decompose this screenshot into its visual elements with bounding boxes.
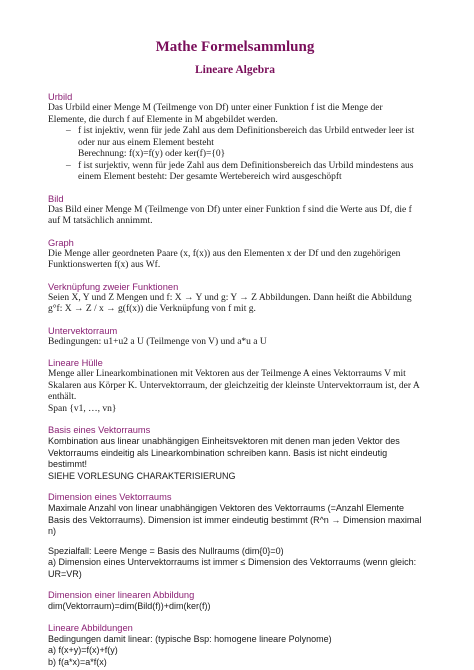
text-dimension-special: Spezialfall: Leere Menge = Basis des Nullraums (dim{0}=0) <box>48 545 284 556</box>
text-basis-note: SIEHE VORLESUNG CHARAKTERISIERUNG <box>48 470 236 481</box>
bullet-injektiv <box>66 126 422 161</box>
text-untervektorraum: Bedingungen: u1+u2 a U (Teilmenge von V) und a*u a U <box>48 336 267 347</box>
text-dimension-a: a) Dimension eines Untervektorraums ist immer ≤ Dimension des Vektorraums (wenn gleich: UR=VR) <box>48 557 417 579</box>
heading-dimension: Dimension eines Vektorraums <box>48 492 172 502</box>
page-subtitle: Lineare Algebra <box>195 64 275 76</box>
heading-lineare-huelle: Lineare Hülle <box>48 358 103 368</box>
heading-graph: Graph <box>48 237 74 248</box>
heading-urbild: Urbild <box>48 92 73 102</box>
text-lineare-abbildungen: Bedingungen damit linear: (typische Bsp: homogene lineare Polynome) <box>48 633 332 644</box>
section-graph <box>48 237 422 272</box>
section-basis <box>48 424 422 482</box>
section-dimension <box>48 491 422 580</box>
section-urbild <box>48 91 422 184</box>
heading-basis: Basis eines Vektorraums <box>48 425 151 435</box>
text-graph: Die Menge aller geordneten Paare (x, f(x)) aus den Elementen x der Df und den zugehörigen Funktionswerten f(x) aus Wf. <box>48 248 401 270</box>
bullet-injektiv-text: f ist injektiv, wenn für jede Zahl aus dem Definitionsbereich das Urbild entweder leer ist oder nur aus einem Element besteht <box>78 126 415 148</box>
section-untervektorraum <box>48 325 422 349</box>
page-title: Mathe Formelsammlung <box>155 39 315 55</box>
section-lineare-huelle <box>48 357 422 415</box>
heading-lineare-abbildungen: Lineare Abbildungen <box>48 622 133 633</box>
bullet-surjektiv-text: f ist surjektiv, wenn für jede Zahl aus dem Definitionsbereich das Urbild mindestens aus einem Element besteht: Der gesamte Wertebereich wird ausgeschöpft <box>78 160 414 182</box>
text-linear-b: b) f(a*x)=a*f(x) <box>48 656 107 667</box>
heading-bild: Bild <box>48 193 64 204</box>
text-dimension-abbildung: dim(Vektorraum)=dim(Bild(f))+dim(ker(f)) <box>48 601 211 611</box>
text-basis: Kombination aus linear unabhängigen Einheitsvektoren mit denen man jeden Vektor des Vektorraums eindeitig als Linearkombination schreiben kann. Basis ist nicht eindeutig bestimmt! <box>48 436 400 469</box>
text-bild: Das Bild einer Menge M (Teilmenge von Df) unter einer Funktion f sind die Werte aus Df, die f auf M tatsächlich annimmt. <box>48 204 412 226</box>
text-lineare-huelle: Menge aller Linearkombinationen mit Vektoren aus der Teilmenge A eines Vektorraums V mit Skalaren aus Körper K. Untervektorraum, der gleichzeitig der kleinste Untervektorraum ist, der A enthält. <box>48 369 420 402</box>
section-verknuepfung <box>48 281 422 316</box>
text-verknuepfung: Seien X, Y und Z Mengen und f: X → Y und g: Y → Z Abbildungen. Dann heißt die Abbildung g°f: X → Z / x → g(f(x)) die Verknüpfung von f mit g. <box>48 292 412 314</box>
bullet-surjektiv <box>66 161 422 184</box>
text-urbild: Das Urbild einer Menge M (Teilmenge von Df) unter einer Funktion f ist die Menge der Elemente, die durch f auf Elemente in M abgebildet werden. <box>48 103 383 125</box>
heading-dimension-abbildung: Dimension einer linearen Abbildung <box>48 590 195 600</box>
text-span: Span {v1, …, vn} <box>48 403 117 414</box>
section-lineare-abbildungen <box>48 622 422 669</box>
text-linear-a: a) f(x+y)=f(x)+f(y) <box>48 645 118 655</box>
section-bild <box>48 193 422 228</box>
heading-untervektorraum: Untervektorraum <box>48 325 118 336</box>
urbild-bullets <box>48 126 422 184</box>
heading-verknuepfung: Verknüpfung zweier Funktionen <box>48 281 179 292</box>
dash-icon: – <box>66 126 71 136</box>
dash-icon: – <box>66 160 71 171</box>
bullet-injektiv-berechnung: Berechnung: f(x)=f(y) oder ker(f)={0} <box>78 149 226 159</box>
text-dimension: Maximale Anzahl von linear unabhängigen Vektoren des Vektorraums (=Anzahl Elemente Basis des Vektorraums). Dimension ist immer eindeutig bestimmt (R^n → Dimension maximal n) <box>48 503 422 536</box>
section-dimension-abbildung <box>48 589 422 613</box>
